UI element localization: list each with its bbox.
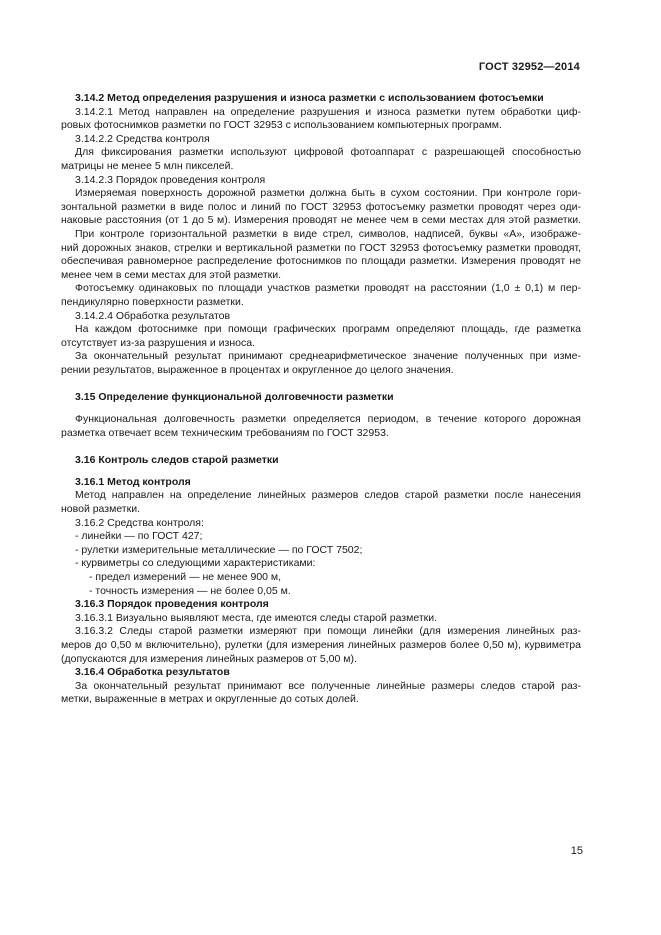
text-line: отсутствует из-за разрушения и износа. <box>61 336 255 349</box>
text-line: 3.16.3.2 Следы старой разметки измеряют при помощи линейки (для измерения линейных раз- <box>75 625 581 638</box>
text-line: зонтальной разметки в виде полос и линий по ГОСТ 32953 фотосъемку разметки проводят через оди- <box>61 200 581 213</box>
section-heading-line: 3.16.3 Порядок проведения контроля <box>75 598 269 611</box>
text-line: новой разметки. <box>61 503 140 516</box>
section-heading-line: 3.16.4 Обработка результатов <box>75 666 230 679</box>
text-line: меров до 0,50 м включительно), рулетки (для измерения линейных размеров более 0,50 м), курвиметра <box>61 638 581 651</box>
text-line: 3.14.2.4 Обработка результатов <box>75 309 231 322</box>
text-line: обеспечивая равномерное распределение фотоснимков по площади разметки. Измерения проводят не <box>61 255 581 268</box>
text-line: Измеряемая поверхность дорожной разметки должна быть в сухом состоянии. При контроле гори- <box>75 187 581 200</box>
text-line: - рулетки измерительные металлические — по ГОСТ 7502; <box>75 543 363 556</box>
text-line: метки, выраженные в метрах и округленные до сотых долей. <box>61 693 359 706</box>
text-line: 3.14.2.1 Метод направлен на определение разрушения и износа разметки путем обработки циф- <box>75 105 581 118</box>
text-line: Для фиксирования разметки используют цифровой фотоаппарат с разрешающей способностью <box>75 146 581 159</box>
paragraph-spacer <box>61 468 581 476</box>
text-line: пендикулярно поверхности разметки. <box>61 295 244 308</box>
page-number: 15 <box>570 845 583 857</box>
text-line: За окончательный результат принимают среднеарифметическое значение полученных при изме- <box>75 350 581 363</box>
text-line: - линейки — по ГОСТ 427; <box>75 530 203 543</box>
document-code-header: ГОСТ 32952—2014 <box>478 61 580 73</box>
section-heading-line: 3.15 Определение функциональной долговечности разметки <box>75 391 394 404</box>
text-line: - курвиметры со следующими характеристиками: <box>75 557 316 570</box>
text-line: Метод направлен на определение линейных размеров следов старой разметки после нанесения <box>75 489 581 502</box>
text-line: - предел измерений — не менее 900 м, <box>89 571 282 583</box>
text-line: ровых фотоснимков разметки по ГОСТ 32953 с использованием компьютерных программ. <box>61 119 502 132</box>
paragraph-spacer <box>61 377 581 391</box>
text-line: 3.14.2.3 Порядок проведения контроля <box>75 173 266 186</box>
text-line: 3.16.2 Средства контроля: <box>75 516 204 529</box>
text-line: ний дорожных знаков, стрелки и вертикальной разметки по ГОСТ 32953 фотосъемку разметки проводят, <box>61 241 581 254</box>
text-line: За окончательный результат принимают все полученные линейные размеры следов старой раз- <box>75 679 581 692</box>
text-line: - точность измерения — не более 0,05 м. <box>89 584 291 597</box>
document-body <box>61 92 581 707</box>
text-line: 3.16.3.1 Визуально выявляют места, где имеются следы старой разметки. <box>75 611 438 624</box>
text-line: При контроле горизонтальной разметки в виде стрел, символов, надписей, буквы «А», изображе- <box>75 227 581 240</box>
paragraph-spacer <box>61 440 581 454</box>
section-heading-line: 3.16.1 Метод контроля <box>75 475 191 488</box>
text-line: Фотосъемку одинаковых по площади участков разметки проводят на расстоянии (1,0 ± 0,1) м пер- <box>75 282 581 295</box>
paragraph-spacer <box>61 405 581 413</box>
text-line: Функциональная долговечность разметки определяется периодом, в течение которого дорожная <box>75 413 581 426</box>
section-heading-line: 3.14.2 Метод определения разрушения и износа разметки с использованием фотосъемки <box>75 92 544 104</box>
text-line: На каждом фотоснимке при помощи графических программ определяют площадь, где разметка <box>75 323 581 336</box>
text-line: рении результатов, выраженное в процентах и округленное до целого значения. <box>61 363 454 376</box>
text-line: наковые расстояния (от 1 до 5 м). Измерения проводят не менее чем в семи местах для этой разметки. <box>61 214 581 227</box>
text-line: разметка отвечает всем техническим требованиям по ГОСТ 32953. <box>61 426 389 439</box>
text-line: 3.14.2.2 Средства контроля <box>75 132 210 145</box>
text-line: (допускаются для измерения линейных размеров от 5,00 м). <box>61 652 357 665</box>
section-heading-line: 3.16 Контроль следов старой разметки <box>75 454 279 467</box>
text-line: матрицы не менее 5 млн пикселей. <box>61 159 234 172</box>
text-line: менее чем в семи местах для этой разметки. <box>61 268 282 281</box>
